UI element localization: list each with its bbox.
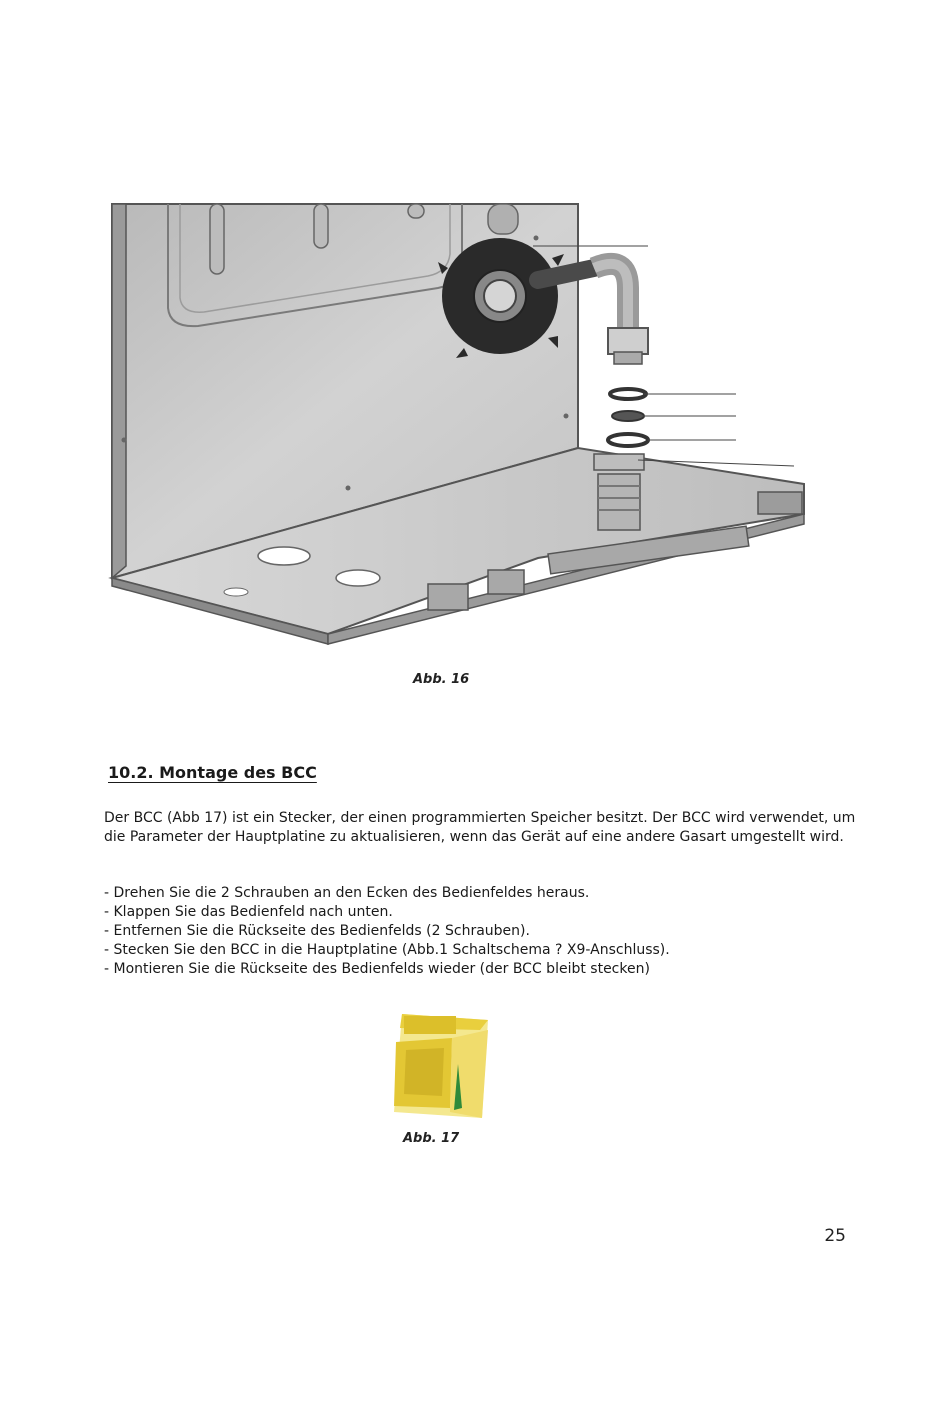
instruction-step: - Drehen Sie die 2 Schrauben an den Ecken des Bedienfeldes heraus. xyxy=(104,885,590,901)
intro-paragraph: Der BCC (Abb 17) ist ein Stecker, der einen programmierten Speicher besitzt. Der BCC wird verwendet, um die Parameter der Hauptplatine zu aktualisieren, wenn das Gerät auf eine andere Gasart umgestellt wird. xyxy=(104,810,856,845)
page-number: 25 xyxy=(824,1226,846,1246)
figure-16-illustration xyxy=(108,198,808,648)
instruction-step: - Klappen Sie das Bedienfeld nach unten. xyxy=(104,904,393,920)
figure-17-bcc-plug xyxy=(388,1008,498,1122)
instruction-step: - Stecken Sie den BCC in die Hauptplatine (Abb.1 Schaltschema ? X9-Anschluss). xyxy=(104,942,670,958)
instruction-list xyxy=(104,884,864,979)
instruction-step: - Montieren Sie die Rückseite des Bedienfelds wieder (der BCC bleibt stecken) xyxy=(104,961,650,977)
figure-16-caption: Abb. 16 xyxy=(413,672,470,687)
instruction-step: - Entfernen Sie die Rückseite des Bedienfelds (2 Schrauben). xyxy=(104,923,530,939)
figure-17-caption: Abb. 17 xyxy=(403,1131,460,1146)
section-title: 10.2. Montage des BCC xyxy=(108,763,317,782)
